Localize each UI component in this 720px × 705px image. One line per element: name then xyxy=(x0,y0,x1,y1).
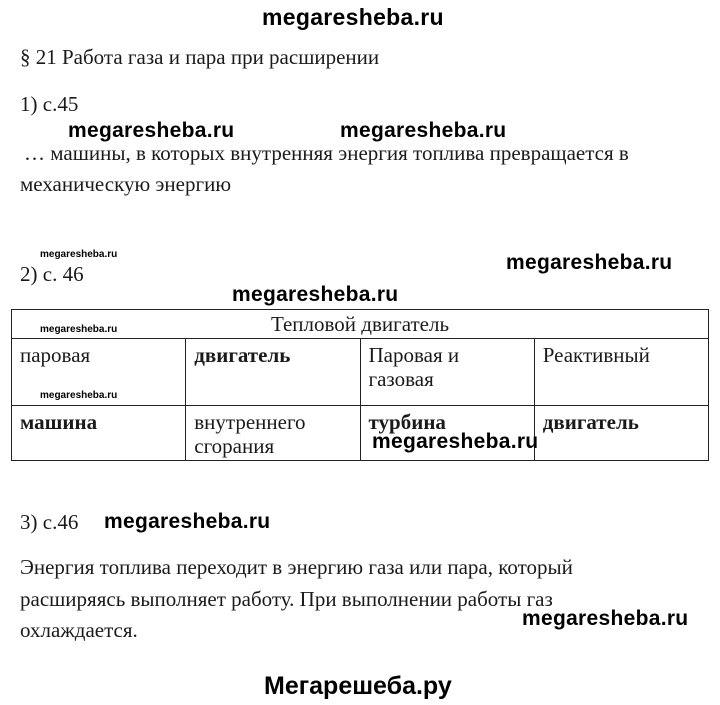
table-header: Тепловой двигатель xyxy=(12,310,709,339)
table-cell: Реактивный xyxy=(534,339,708,406)
watermark-q2-right: megaresheba.ru xyxy=(506,251,673,274)
watermark-q2-small: megaresheba.ru xyxy=(40,249,118,260)
watermark-q3-right: megaresheba.ru xyxy=(522,607,689,630)
section-title: § 21 Работа газа и пара при расширении xyxy=(20,45,380,69)
table-cell: паровая xyxy=(12,339,186,406)
watermark-q1-left: megaresheba.ru xyxy=(68,119,235,142)
watermark-table-bottom: megaresheba.ru xyxy=(372,430,539,453)
watermark-q1-right: megaresheba.ru xyxy=(340,119,507,142)
q1-answer-line1: … машины, в которых внутренняя энергия топлива превращается в xyxy=(24,141,629,165)
watermark-top: megaresheba.ru xyxy=(262,4,444,30)
table-cell: внутреннего сгорания xyxy=(186,406,360,461)
table-cell: турбина xyxy=(360,406,534,461)
table-cell: двигатель xyxy=(186,339,360,406)
table-row xyxy=(12,406,709,461)
q1-answer-line2: механическую энергию xyxy=(20,172,232,196)
table-cell: машина xyxy=(12,406,186,461)
bottom-brand: Мегарешеба.ру xyxy=(264,672,452,700)
q3-answer-line2: расширяясь выполняет работу. При выполнении работы газ xyxy=(20,587,553,611)
table-cell: двигатель xyxy=(534,406,708,461)
q2-label: 2) с. 46 xyxy=(20,262,84,286)
q3-answer-line1: Энергия топлива переходит в энергию газа или пара, который xyxy=(20,555,573,579)
q3-label: 3) с.46 xyxy=(20,510,79,534)
q1-label: 1) с.45 xyxy=(20,92,79,116)
watermark-table-header-small: megaresheba.ru xyxy=(40,324,118,335)
watermark-q3-inline: megaresheba.ru xyxy=(104,510,271,533)
table-cell: Паровая и газовая xyxy=(360,339,534,406)
watermark-table-row-small: megaresheba.ru xyxy=(40,390,118,401)
watermark-table-above: megaresheba.ru xyxy=(232,283,399,306)
q3-answer-line3: охлаждается. xyxy=(20,618,138,642)
